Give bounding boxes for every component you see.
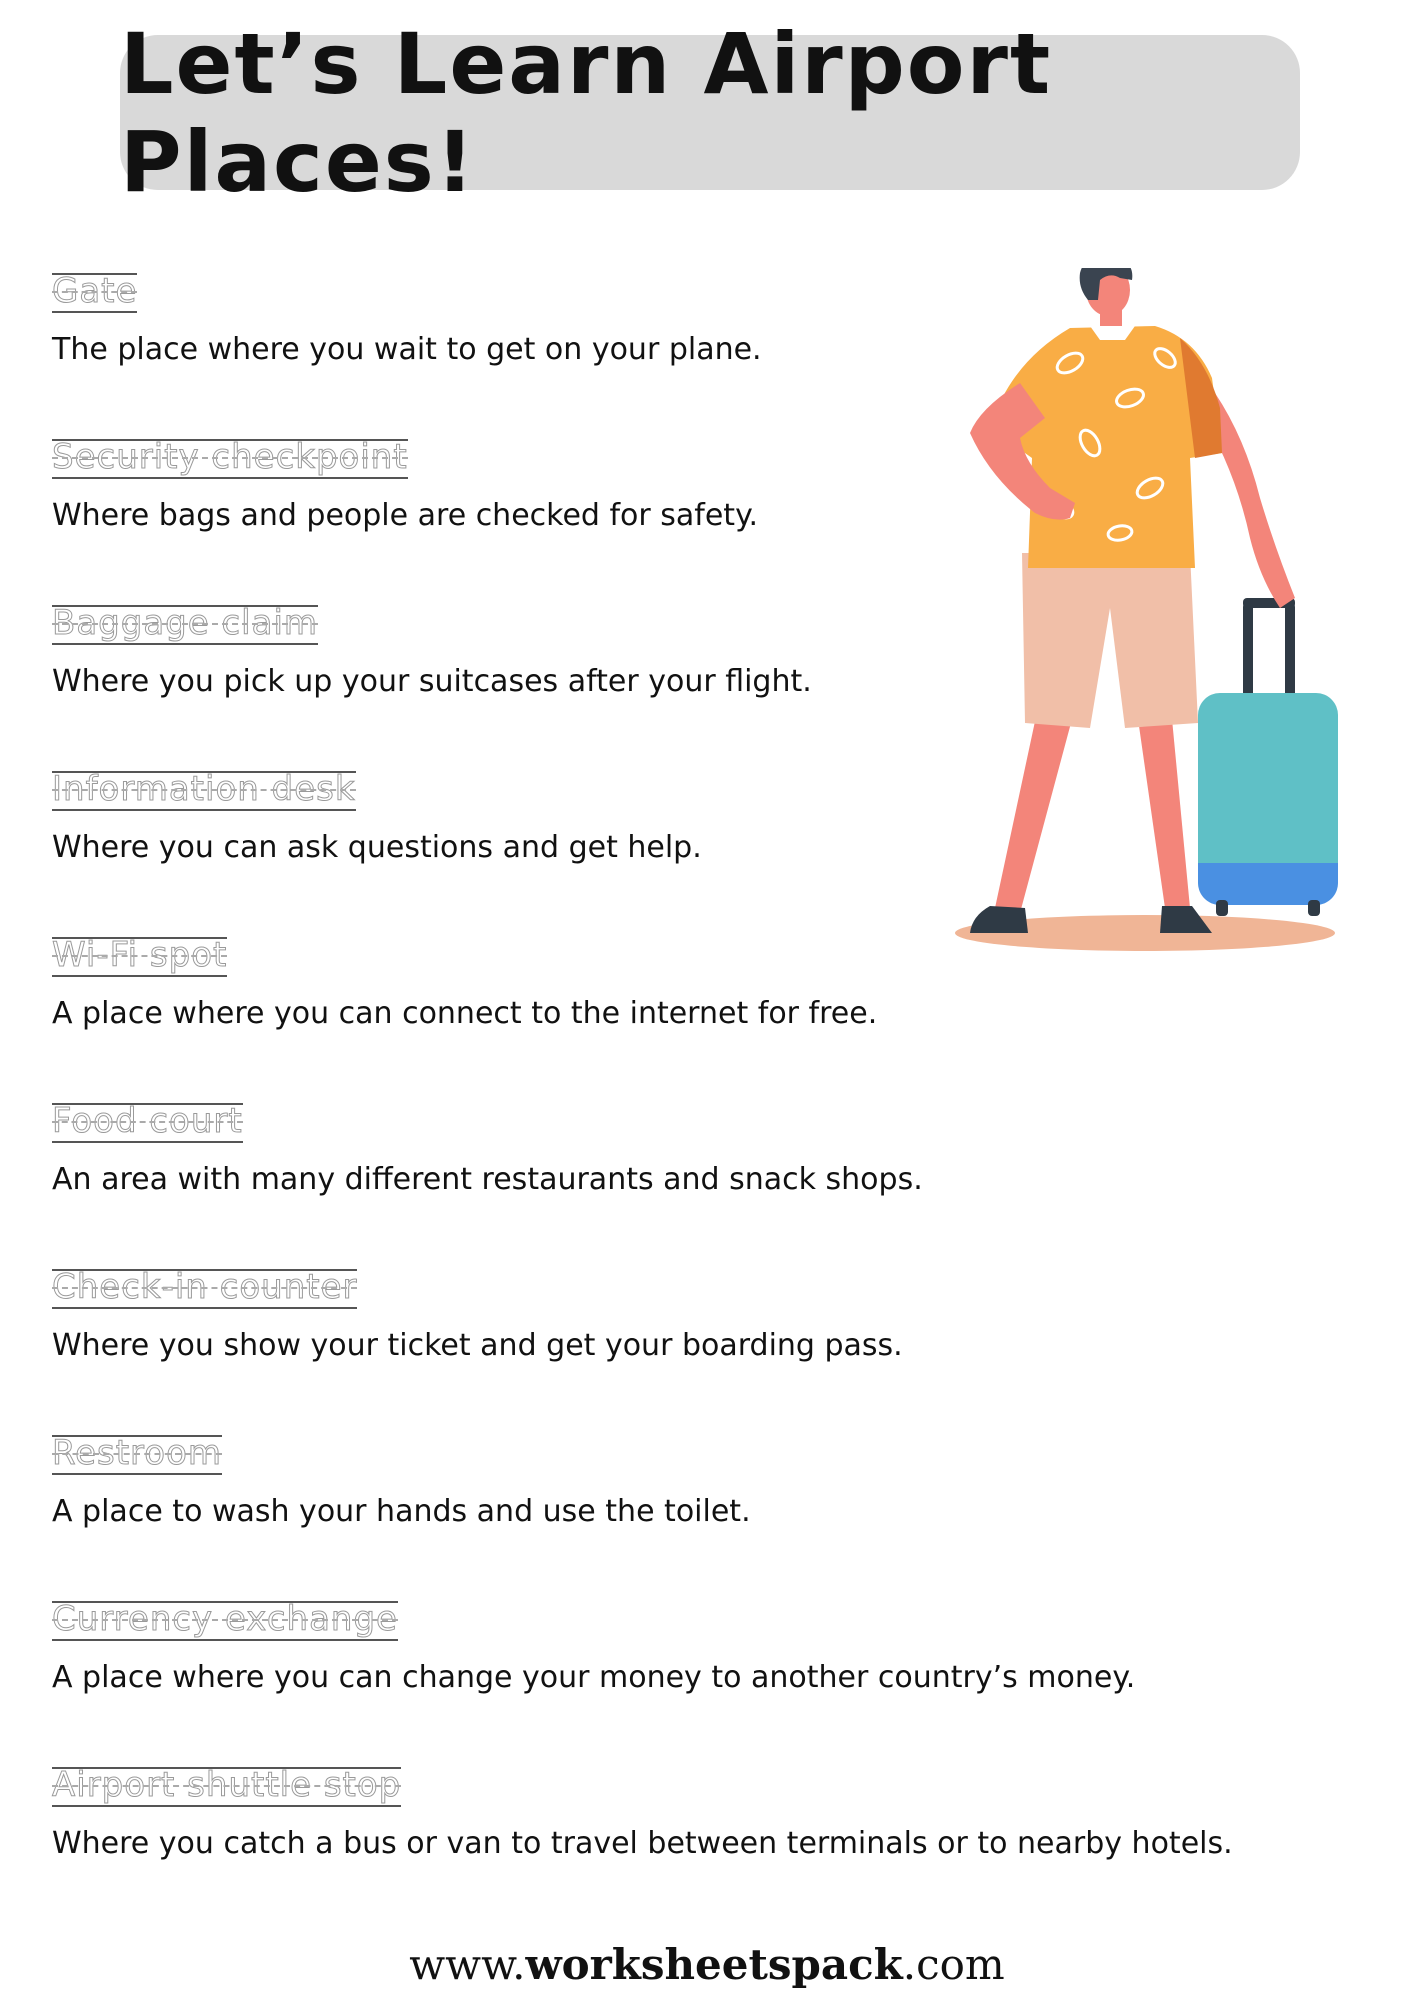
trace-word: Airport shuttle stop — [52, 1762, 401, 1807]
trace-line — [52, 1264, 357, 1310]
trace-line — [52, 434, 408, 480]
trace-word: Wi-Fi spot — [52, 932, 227, 977]
definition: A place where you can change your money to another country’s money. — [52, 1660, 1136, 1695]
trace-line — [52, 932, 227, 978]
trace-line — [52, 1098, 243, 1144]
trace-line — [52, 1762, 401, 1808]
page-title: Let’s Learn Airport Places! — [120, 14, 1053, 211]
definition: An area with many different restaurants and snack shops. — [52, 1162, 923, 1197]
left-leg — [995, 698, 1075, 913]
trace-word: Gate — [52, 268, 137, 313]
definition: Where you pick up your suitcases after your flight. — [52, 664, 812, 699]
title-banner — [120, 14, 1300, 211]
trace-word: Restroom — [52, 1430, 222, 1475]
definition: Where bags and people are checked for safety. — [52, 498, 759, 533]
shorts — [1022, 553, 1198, 728]
trace-line — [52, 268, 137, 314]
trace-word: Currency exchange — [52, 1596, 398, 1641]
entry — [52, 1098, 1252, 1264]
trace-word: Check-in counter — [52, 1264, 357, 1309]
trace-word: Baggage claim — [52, 600, 318, 645]
footer-url — [0, 1940, 1414, 1989]
footer-prefix: www. — [409, 1940, 526, 1989]
trace-line — [52, 1430, 222, 1476]
right-leg — [1135, 698, 1190, 908]
definition: Where you show your ticket and get your boarding pass. — [52, 1328, 903, 1363]
trace-line — [52, 600, 318, 646]
trace-line — [52, 766, 356, 812]
definition: Where you catch a bus or van to travel between terminals or to nearby hotels. — [52, 1826, 1233, 1861]
trace-word: Food court — [52, 1098, 243, 1143]
entry — [52, 1264, 1252, 1430]
entry — [52, 1762, 1252, 1928]
traveler-with-suitcase-illustration — [950, 268, 1340, 958]
entry — [52, 1596, 1252, 1762]
footer-brand: worksheetspack — [525, 1940, 903, 1989]
definition: Where you can ask questions and get help. — [52, 830, 702, 865]
trace-word: Information desk — [52, 766, 356, 811]
footer-suffix: .com — [902, 1940, 1005, 1989]
entry — [52, 1430, 1252, 1596]
trace-line — [52, 1596, 398, 1642]
definition: The place where you wait to get on your plane. — [52, 332, 762, 367]
definition: A place to wash your hands and use the toilet. — [52, 1494, 751, 1529]
definition: A place where you can connect to the internet for free. — [52, 996, 878, 1031]
trace-word: Security checkpoint — [52, 434, 408, 479]
